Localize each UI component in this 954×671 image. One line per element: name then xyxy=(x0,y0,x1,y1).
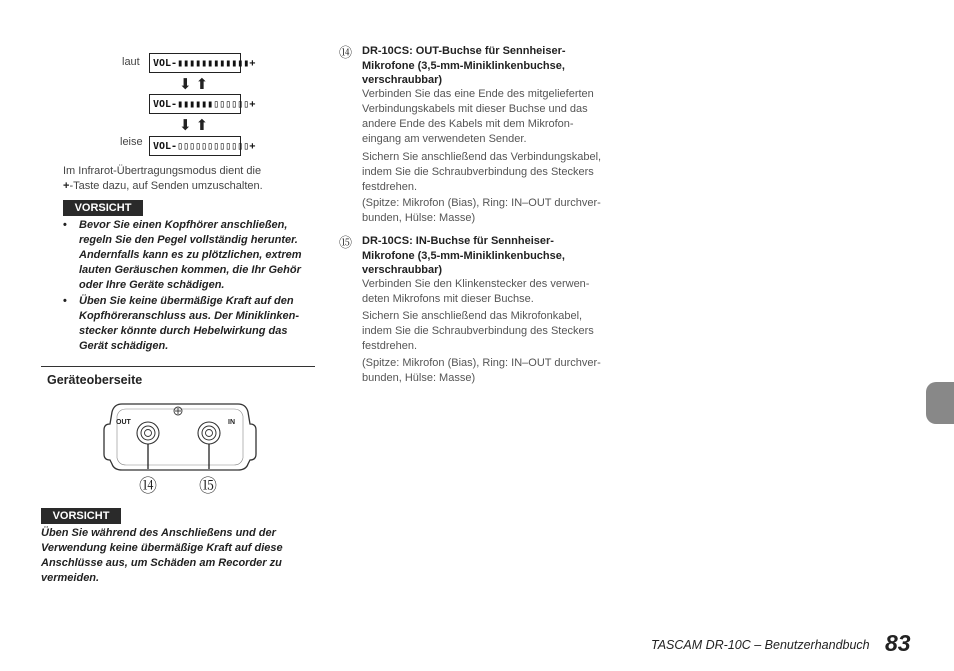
section-divider xyxy=(41,366,315,367)
ir-note-line-1: Im Infrarot-Übertragungsmodus dient die xyxy=(63,165,262,177)
para-line: indem Sie die Schraubverbindung des Steckers xyxy=(362,166,594,178)
label-in: IN xyxy=(228,419,235,426)
para-line: Verbinden Sie das eine Ende des mitgelieferten xyxy=(362,88,594,100)
bullet-line: lauten Geräuschen kommen, die Ihr Gehör xyxy=(79,264,301,276)
vol-display-loud: VOL-▮▮▮▮▮▮▮▮▮▮▮▮+ xyxy=(149,53,241,73)
arrow-down-up-icon: ⬇⬆ xyxy=(179,76,213,93)
bullet-dot: • xyxy=(63,295,67,307)
item-15-para-2 xyxy=(362,309,632,354)
item-15-number: ⑮ xyxy=(339,235,353,250)
title-line: Mikrofone (3,5-mm-Miniklinkenbuchse, xyxy=(362,249,565,262)
para-line: eingang am verwendeten Sender. xyxy=(362,133,527,145)
caution2-text xyxy=(41,526,311,586)
para-line: Verbindungskabels mit dieser Buchse und das xyxy=(362,103,588,115)
callout-14: ⑭ xyxy=(139,476,157,496)
para-line: festdrehen. xyxy=(362,181,418,193)
ir-note-line-2-rest: -Taste dazu, auf Senden umzuschalten. xyxy=(69,180,263,192)
para-line: bunden, Hülse: Masse) xyxy=(362,212,476,224)
bullet-line: regeln Sie den Pegel vollständig herunter. xyxy=(79,234,298,246)
bullet-line: Andernfalls kann es zu plötzlichen, extrem xyxy=(79,249,302,261)
vol-display-quiet: VOL-▯▯▯▯▯▯▯▯▯▯▯▯+ xyxy=(149,136,241,156)
item-14-para-1 xyxy=(362,87,632,147)
label-out: OUT xyxy=(116,419,131,426)
item-15-para-1 xyxy=(362,277,632,307)
para-line: (Spitze: Mikrofon (Bias), Ring: IN–OUT durchver- xyxy=(362,197,601,209)
bullet-line: Bevor Sie einen Kopfhörer anschließen, xyxy=(79,219,288,231)
section-heading: Geräteoberseite xyxy=(47,373,143,387)
label-laut: laut xyxy=(122,56,140,68)
para-line: Sichern Sie anschließend das Mikrofonkabel, xyxy=(362,310,583,322)
para-line: indem Sie die Schraubverbindung des Steckers xyxy=(362,325,594,337)
screw-icon xyxy=(174,407,182,415)
bullet-dot: • xyxy=(63,219,67,231)
para-line: bunden, Hülse: Masse) xyxy=(362,372,476,384)
arrow-down-up-icon: ⬇⬆ xyxy=(179,117,213,134)
bullet-line: oder Ihre Geräte schädigen. xyxy=(79,279,225,291)
ir-note-line-2 xyxy=(63,179,313,194)
device-top-illustration xyxy=(100,396,260,496)
para-line: Sichern Sie anschließend das Verbindungskabel, xyxy=(362,151,602,163)
caution-tag-2: VORSICHT xyxy=(41,508,121,524)
title-line: DR-10CS: OUT-Buchse für Sennheiser- xyxy=(362,45,566,57)
vol-display-medium: VOL-▮▮▮▮▮▮▯▯▯▯▯▯+ xyxy=(149,94,241,114)
title-line: DR-10CS: IN-Buchse für Sennheiser- xyxy=(362,235,554,247)
device-body xyxy=(104,404,256,470)
para-line: deten Mikrofons mit dieser Buchse. xyxy=(362,293,534,305)
para-line: andere Ende des Kabels mit dem Mikrofon- xyxy=(362,118,574,130)
footer-title: TASCAM DR-10C – Benutzerhandbuch xyxy=(651,638,870,652)
item-14-para-2 xyxy=(362,150,632,195)
caution1-bullet-2 xyxy=(63,294,319,354)
bullet-line: Gerät schädigen. xyxy=(79,340,169,352)
para-line: festdrehen. xyxy=(362,340,418,352)
bullet-line: Üben Sie keine übermäßige Kraft auf den xyxy=(79,295,294,307)
para-line: Verbinden Sie den Klinkenstecker des verwen- xyxy=(362,278,590,290)
title-line: Mikrofone (3,5-mm-Miniklinkenbuchse, xyxy=(362,59,565,72)
caution-line: Üben Sie während des Anschließens und der xyxy=(41,527,276,539)
caution-line: Anschlüsse aus, um Schäden am Recorder zu xyxy=(41,557,282,569)
para-line: (Spitze: Mikrofon (Bias), Ring: IN–OUT durchver- xyxy=(362,357,601,369)
plus-key: + xyxy=(63,180,70,192)
bullet-line: Kopfhöreranschluss aus. Der Miniklinken- xyxy=(79,310,300,322)
caution-line: vermeiden. xyxy=(41,572,100,584)
caution-tag-1: VORSICHT xyxy=(63,200,143,216)
item-14-para-3 xyxy=(362,196,632,226)
ir-note xyxy=(63,164,313,194)
label-leise: leise xyxy=(120,136,143,148)
page-number: 83 xyxy=(885,630,911,656)
item-14-title xyxy=(362,44,622,88)
caution-line: Verwendung keine übermäßige Kraft auf diese xyxy=(41,542,283,554)
title-line: verschraubbar) xyxy=(362,74,443,86)
chapter-side-tab xyxy=(926,382,954,424)
title-line: verschraubbar) xyxy=(362,264,443,276)
bullet-line: stecker könnte durch Hebelwirkung das xyxy=(79,325,288,337)
callout-15: ⑮ xyxy=(199,476,217,496)
caution1-bullet-1 xyxy=(63,218,319,293)
item-15-title xyxy=(362,234,622,278)
item-14-number: ⑭ xyxy=(339,45,353,60)
item-15-para-3 xyxy=(362,356,632,386)
